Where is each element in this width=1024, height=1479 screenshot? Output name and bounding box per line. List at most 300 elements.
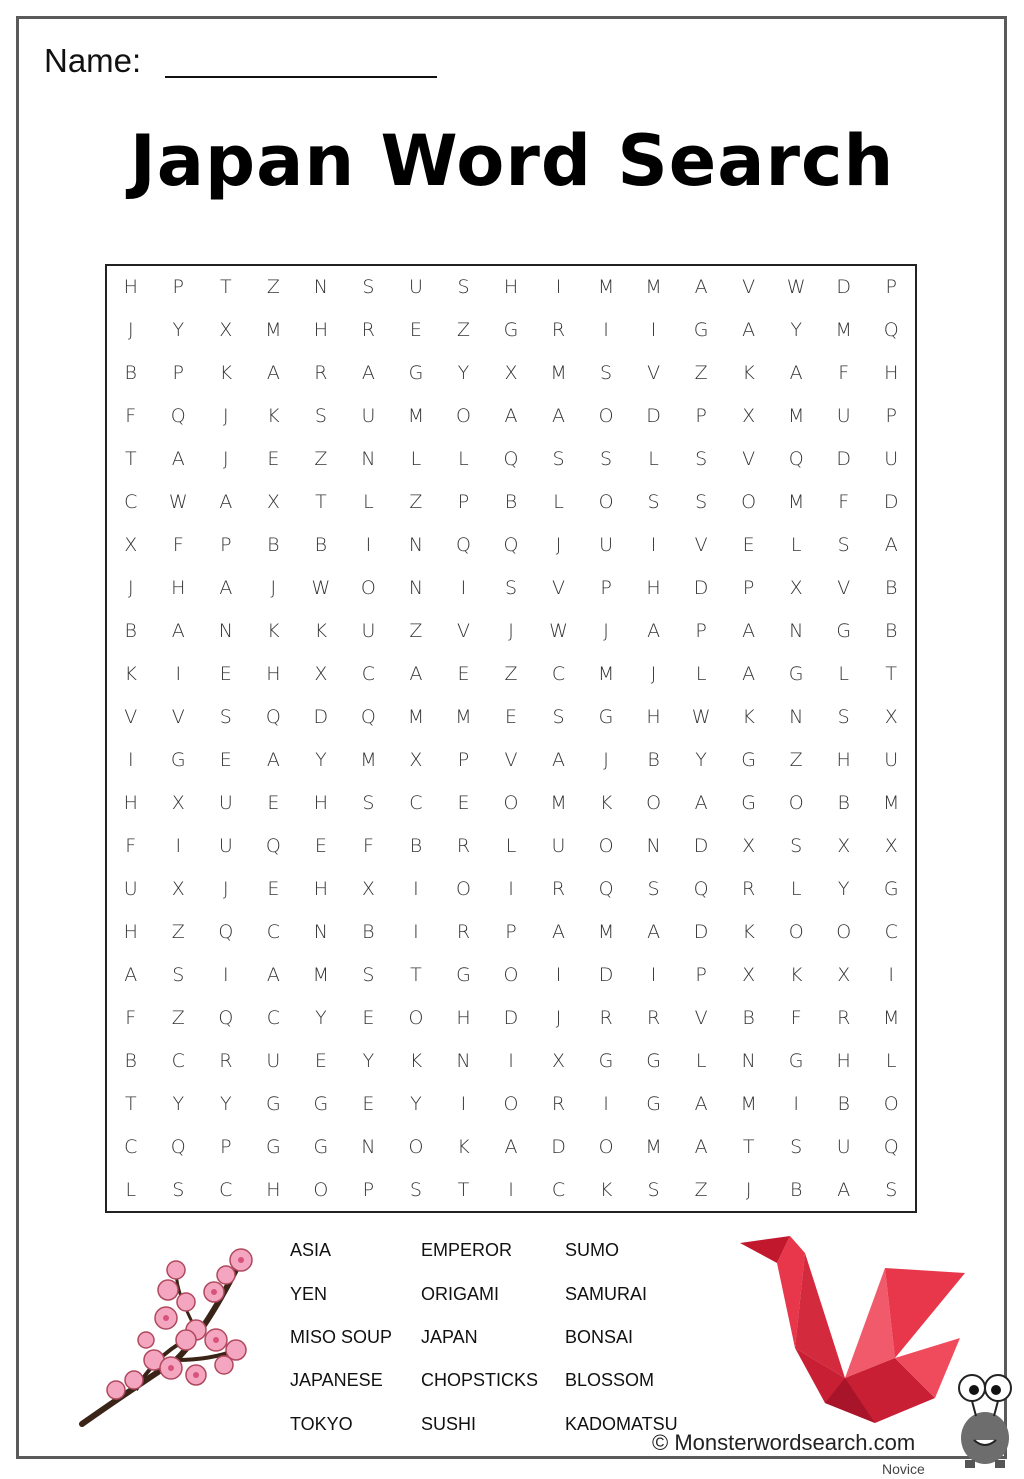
grid-letter[interactable]: Z xyxy=(409,491,423,514)
grid-letter[interactable]: O xyxy=(598,491,614,514)
grid-letter[interactable]: M xyxy=(883,791,900,814)
grid-letter[interactable]: A xyxy=(552,405,566,428)
grid-letter[interactable]: J xyxy=(127,577,134,600)
grid-letter[interactable]: V xyxy=(552,577,566,600)
grid-letter[interactable]: U xyxy=(884,448,899,471)
grid-letter[interactable]: Q xyxy=(503,534,519,557)
grid-letter[interactable]: U xyxy=(361,405,376,428)
grid-letter[interactable]: A xyxy=(171,620,185,643)
grid-letter[interactable]: B xyxy=(409,834,423,857)
grid-letter[interactable]: S xyxy=(314,405,327,428)
grid-letter[interactable]: J xyxy=(650,663,657,686)
grid-letter[interactable]: X xyxy=(742,963,756,986)
grid-letter[interactable]: G xyxy=(598,1049,614,1072)
grid-letter[interactable]: L xyxy=(410,448,422,471)
grid-letter[interactable]: X xyxy=(552,1049,566,1072)
grid-letter[interactable]: J xyxy=(127,319,134,342)
grid-letter[interactable]: U xyxy=(836,405,851,428)
grid-letter[interactable]: L xyxy=(363,491,374,514)
grid-letter[interactable]: S xyxy=(409,1178,422,1201)
grid-letter[interactable]: U xyxy=(218,834,233,857)
grid-letter[interactable]: P xyxy=(457,748,470,771)
grid-letter[interactable]: D xyxy=(598,963,614,986)
grid-letter[interactable]: Q xyxy=(883,319,899,342)
grid-letter[interactable]: A xyxy=(124,963,138,986)
grid-letter[interactable]: F xyxy=(362,834,374,857)
grid-letter[interactable]: A xyxy=(742,620,756,643)
grid-letter[interactable]: G xyxy=(693,319,709,342)
grid-letter[interactable]: W xyxy=(168,491,188,514)
grid-letter[interactable]: S xyxy=(552,448,565,471)
grid-letter[interactable]: N xyxy=(313,920,328,943)
grid-letter[interactable]: I xyxy=(460,1092,467,1115)
grid-letter[interactable]: A xyxy=(694,276,708,299)
grid-letter[interactable]: F xyxy=(838,491,850,514)
grid-letter[interactable]: M xyxy=(455,706,472,728)
grid-letter[interactable]: X xyxy=(361,877,375,900)
grid-letter[interactable]: C xyxy=(361,663,376,686)
grid-letter[interactable]: E xyxy=(314,1049,327,1072)
grid-letter[interactable]: I xyxy=(650,534,657,557)
grid-letter[interactable]: C xyxy=(266,920,280,943)
grid-letter[interactable]: T xyxy=(315,491,327,514)
grid-letter[interactable]: M xyxy=(312,963,330,986)
grid-letter[interactable]: G xyxy=(598,706,614,728)
grid-letter[interactable]: V xyxy=(124,706,138,728)
grid-letter[interactable]: X xyxy=(884,834,898,857)
grid-letter[interactable]: S xyxy=(504,577,518,600)
grid-letter[interactable]: J xyxy=(270,577,277,600)
grid-letter[interactable]: E xyxy=(742,534,755,557)
grid-letter[interactable]: O xyxy=(741,491,757,514)
grid-letter[interactable]: I xyxy=(413,920,419,943)
grid-letter[interactable]: U xyxy=(836,1135,851,1158)
grid-letter[interactable]: J xyxy=(508,620,514,643)
grid-letter[interactable]: H xyxy=(266,663,281,686)
grid-letter[interactable]: Q xyxy=(170,405,186,428)
grid-letter[interactable]: Z xyxy=(409,620,423,643)
grid-letter[interactable]: B xyxy=(837,1092,850,1115)
grid-letter[interactable]: S xyxy=(790,1135,803,1158)
grid-letter[interactable]: V xyxy=(742,448,756,471)
grid-letter[interactable]: F xyxy=(790,1006,802,1029)
grid-letter[interactable]: X xyxy=(837,834,851,857)
grid-letter[interactable]: I xyxy=(603,319,609,342)
grid-letter[interactable]: E xyxy=(267,877,280,900)
grid-letter[interactable]: L xyxy=(458,448,469,471)
grid-letter[interactable]: Y xyxy=(457,362,470,385)
grid-letter[interactable]: Y xyxy=(172,1092,185,1115)
grid-letter[interactable]: E xyxy=(362,1006,375,1029)
grid-letter[interactable]: C xyxy=(884,920,898,943)
grid-letter[interactable]: P xyxy=(885,405,897,428)
grid-letter[interactable]: A xyxy=(694,1135,708,1158)
grid-letter[interactable]: C xyxy=(124,491,138,514)
grid-letter[interactable]: N xyxy=(361,1135,376,1158)
grid-letter[interactable]: D xyxy=(313,706,329,728)
grid-letter[interactable]: F xyxy=(125,405,137,428)
grid-letter[interactable]: G xyxy=(408,362,424,385)
grid-letter[interactable]: K xyxy=(409,1049,423,1072)
grid-letter[interactable]: R xyxy=(456,834,471,857)
grid-letter[interactable]: S xyxy=(362,963,375,986)
grid-letter[interactable]: I xyxy=(508,877,514,900)
name-input-line[interactable] xyxy=(165,76,437,78)
grid-letter[interactable]: P xyxy=(695,963,707,986)
grid-letter[interactable]: M xyxy=(883,1006,900,1029)
grid-letter[interactable]: C xyxy=(266,1006,280,1029)
grid-letter[interactable]: S xyxy=(600,362,613,385)
grid-letter[interactable]: M xyxy=(360,748,377,771)
grid-letter[interactable]: I xyxy=(603,1092,609,1115)
grid-letter[interactable]: L xyxy=(838,663,849,686)
grid-letter[interactable]: I xyxy=(508,1049,514,1072)
grid-letter[interactable]: G xyxy=(741,748,756,771)
grid-letter[interactable]: E xyxy=(409,319,422,342)
grid-letter[interactable]: L xyxy=(553,491,564,514)
grid-letter[interactable]: X xyxy=(789,577,803,600)
grid-letter[interactable]: V xyxy=(837,577,851,600)
grid-letter[interactable]: G xyxy=(646,1092,661,1115)
grid-letter[interactable]: R xyxy=(837,1006,851,1029)
grid-letter[interactable]: A xyxy=(266,963,280,986)
grid-letter[interactable]: V xyxy=(647,362,661,385)
grid-letter[interactable]: G xyxy=(265,1135,281,1158)
grid-letter[interactable]: X xyxy=(171,877,185,900)
grid-letter[interactable]: A xyxy=(694,791,708,814)
grid-letter[interactable]: Y xyxy=(315,748,327,771)
grid-letter[interactable]: X xyxy=(124,534,138,557)
grid-letter[interactable]: I xyxy=(127,748,134,771)
grid-letter[interactable]: N xyxy=(789,620,804,643)
grid-letter[interactable]: S xyxy=(837,534,850,557)
grid-letter[interactable]: T xyxy=(124,1092,137,1115)
grid-letter[interactable]: L xyxy=(648,448,659,471)
grid-letter[interactable]: Q xyxy=(788,448,804,471)
grid-letter[interactable]: U xyxy=(218,791,233,814)
grid-letter[interactable]: H xyxy=(884,362,899,385)
grid-letter[interactable]: J xyxy=(603,620,609,643)
word-search-grid[interactable] xyxy=(107,266,915,1211)
grid-letter[interactable]: M xyxy=(550,791,567,814)
grid-letter[interactable]: L xyxy=(695,663,707,686)
grid-letter[interactable]: R xyxy=(551,319,566,342)
grid-letter[interactable]: K xyxy=(599,1178,613,1201)
grid-letter[interactable]: R xyxy=(361,319,375,342)
grid-letter[interactable]: K xyxy=(599,791,613,814)
grid-letter[interactable]: E xyxy=(267,448,280,471)
grid-letter[interactable]: M xyxy=(265,319,282,342)
grid-letter[interactable]: D xyxy=(883,491,899,514)
grid-letter[interactable]: I xyxy=(555,963,562,986)
grid-letter[interactable]: G xyxy=(741,791,756,814)
grid-letter[interactable]: B xyxy=(789,1178,803,1201)
grid-letter[interactable]: Q xyxy=(598,877,614,900)
grid-letter[interactable]: D xyxy=(503,1006,519,1029)
grid-letter[interactable]: X xyxy=(266,491,280,514)
grid-letter[interactable]: R xyxy=(742,877,756,900)
grid-letter[interactable]: X xyxy=(171,791,185,814)
grid-letter[interactable]: A xyxy=(552,748,566,771)
grid-letter[interactable]: I xyxy=(223,963,229,986)
grid-letter[interactable]: Y xyxy=(410,1092,422,1115)
grid-letter[interactable]: H xyxy=(456,1006,471,1029)
grid-letter[interactable]: E xyxy=(457,791,470,814)
grid-letter[interactable]: K xyxy=(219,362,233,385)
grid-letter[interactable]: Y xyxy=(172,319,185,342)
grid-letter[interactable]: K xyxy=(742,362,755,385)
grid-letter[interactable]: I xyxy=(175,663,182,686)
grid-letter[interactable]: Q xyxy=(218,1006,234,1029)
grid-letter[interactable]: Z xyxy=(266,276,280,299)
grid-letter[interactable]: S xyxy=(647,1178,660,1201)
grid-letter[interactable]: E xyxy=(457,663,470,686)
grid-letter[interactable]: Z xyxy=(694,362,708,385)
grid-letter[interactable]: J xyxy=(223,448,229,471)
grid-letter[interactable]: P xyxy=(362,1178,375,1201)
grid-letter[interactable]: D xyxy=(551,1135,566,1158)
grid-letter[interactable]: K xyxy=(267,620,280,643)
grid-letter[interactable]: X xyxy=(742,834,756,857)
grid-letter[interactable]: S xyxy=(647,877,660,900)
grid-letter[interactable]: S xyxy=(885,1178,898,1201)
grid-letter[interactable]: I xyxy=(793,1092,799,1115)
grid-letter[interactable]: D xyxy=(836,448,852,471)
grid-letter[interactable]: N xyxy=(408,534,424,557)
grid-letter[interactable]: O xyxy=(408,1006,424,1029)
grid-letter[interactable]: P xyxy=(600,577,612,600)
grid-letter[interactable]: P xyxy=(172,276,185,299)
grid-letter[interactable]: E xyxy=(314,834,327,857)
grid-letter[interactable]: O xyxy=(503,963,519,986)
grid-letter[interactable]: J xyxy=(223,877,229,900)
grid-letter[interactable]: X xyxy=(742,405,756,428)
grid-letter[interactable]: H xyxy=(266,1178,281,1201)
grid-letter[interactable]: R xyxy=(219,1049,233,1072)
grid-letter[interactable]: I xyxy=(460,577,467,600)
grid-letter[interactable]: X xyxy=(409,748,423,771)
grid-letter[interactable]: L xyxy=(790,877,802,900)
grid-letter[interactable]: C xyxy=(124,1135,138,1158)
grid-letter[interactable]: P xyxy=(457,491,470,514)
grid-letter[interactable]: S xyxy=(695,448,708,471)
grid-letter[interactable]: N xyxy=(313,276,328,299)
grid-letter[interactable]: O xyxy=(883,1092,899,1115)
grid-letter[interactable]: V xyxy=(694,534,708,557)
grid-letter[interactable]: G xyxy=(503,319,519,342)
grid-letter[interactable]: Y xyxy=(837,877,850,900)
grid-letter[interactable]: P xyxy=(695,405,707,428)
grid-letter[interactable]: Z xyxy=(504,663,518,686)
grid-letter[interactable]: G xyxy=(313,1135,329,1158)
grid-letter[interactable]: D xyxy=(836,276,852,299)
grid-letter[interactable]: C xyxy=(171,1049,185,1072)
grid-letter[interactable]: B xyxy=(124,362,137,385)
grid-letter[interactable]: A xyxy=(789,362,803,385)
grid-letter[interactable]: J xyxy=(745,1178,752,1201)
grid-letter[interactable]: K xyxy=(789,963,803,986)
grid-letter[interactable]: B xyxy=(267,534,280,557)
grid-letter[interactable]: S xyxy=(695,491,708,514)
grid-letter[interactable]: R xyxy=(551,877,566,900)
grid-letter[interactable]: B xyxy=(647,748,660,771)
grid-letter[interactable]: B xyxy=(314,534,328,557)
grid-letter[interactable]: V xyxy=(171,706,185,728)
grid-letter[interactable]: U xyxy=(123,877,138,900)
grid-letter[interactable]: I xyxy=(508,1178,514,1201)
grid-letter[interactable]: E xyxy=(267,791,280,814)
grid-letter[interactable]: F xyxy=(172,534,184,557)
grid-letter[interactable]: B xyxy=(885,577,898,600)
grid-letter[interactable]: S xyxy=(362,276,375,299)
grid-letter[interactable]: O xyxy=(836,920,852,943)
grid-letter[interactable]: Q xyxy=(218,920,234,943)
grid-letter[interactable]: U xyxy=(551,834,566,857)
grid-letter[interactable]: Z xyxy=(314,448,328,471)
grid-letter[interactable]: N xyxy=(646,834,661,857)
grid-letter[interactable]: O xyxy=(408,1135,424,1158)
grid-letter[interactable]: A xyxy=(504,1135,518,1158)
grid-letter[interactable]: M xyxy=(407,706,425,728)
grid-letter[interactable]: O xyxy=(788,920,804,943)
grid-letter[interactable]: M xyxy=(550,362,567,385)
grid-letter[interactable]: F xyxy=(125,834,137,857)
grid-letter[interactable]: N xyxy=(456,1049,471,1072)
grid-letter[interactable]: K xyxy=(314,620,328,643)
grid-letter[interactable]: G xyxy=(313,1092,329,1115)
grid-letter[interactable]: V xyxy=(694,1006,708,1029)
grid-letter[interactable]: Q xyxy=(883,1135,899,1158)
grid-letter[interactable]: Z xyxy=(171,920,185,943)
grid-letter[interactable]: L xyxy=(790,534,802,557)
grid-letter[interactable]: A xyxy=(742,663,756,686)
grid-letter[interactable]: A xyxy=(219,577,233,600)
grid-letter[interactable]: G xyxy=(265,1092,281,1115)
grid-letter[interactable]: V xyxy=(742,276,756,299)
grid-letter[interactable]: Q xyxy=(693,877,709,900)
grid-letter[interactable]: Q xyxy=(265,834,281,857)
grid-letter[interactable]: M xyxy=(787,491,805,514)
grid-letter[interactable]: Z xyxy=(694,1178,708,1201)
grid-letter[interactable]: Y xyxy=(315,1006,327,1029)
grid-letter[interactable]: L xyxy=(125,1178,137,1201)
grid-letter[interactable]: S xyxy=(172,963,185,986)
grid-letter[interactable]: Y xyxy=(220,1092,232,1115)
grid-letter[interactable]: R xyxy=(646,1006,661,1029)
grid-letter[interactable]: X xyxy=(314,663,328,686)
grid-letter[interactable]: G xyxy=(170,748,186,771)
grid-letter[interactable]: T xyxy=(742,1135,755,1158)
grid-letter[interactable]: S xyxy=(790,834,803,857)
grid-letter[interactable]: Q xyxy=(265,706,281,728)
grid-letter[interactable]: C xyxy=(219,1178,233,1201)
grid-letter[interactable]: B xyxy=(885,620,898,643)
grid-letter[interactable]: W xyxy=(691,706,711,728)
grid-letter[interactable]: I xyxy=(413,877,419,900)
grid-letter[interactable]: X xyxy=(837,963,851,986)
grid-letter[interactable]: C xyxy=(551,663,566,686)
grid-letter[interactable]: A xyxy=(647,620,661,643)
grid-letter[interactable]: W xyxy=(311,577,331,600)
grid-letter[interactable]: U xyxy=(361,620,376,643)
grid-letter[interactable]: A xyxy=(742,319,756,342)
grid-letter[interactable]: N xyxy=(741,1049,756,1072)
grid-letter[interactable]: M xyxy=(597,276,615,299)
grid-letter[interactable]: J xyxy=(555,1006,562,1029)
grid-letter[interactable]: A xyxy=(266,748,280,771)
grid-letter[interactable]: I xyxy=(175,834,182,857)
grid-letter[interactable]: E xyxy=(219,748,232,771)
grid-letter[interactable]: U xyxy=(884,748,899,771)
grid-letter[interactable]: K xyxy=(457,1135,470,1158)
grid-letter[interactable]: W xyxy=(786,276,806,299)
grid-letter[interactable]: L xyxy=(695,1049,707,1072)
grid-letter[interactable]: P xyxy=(505,920,517,943)
grid-letter[interactable]: H xyxy=(123,791,138,814)
grid-letter[interactable]: A xyxy=(884,534,898,557)
grid-letter[interactable]: P xyxy=(172,362,185,385)
grid-letter[interactable]: N xyxy=(361,448,376,471)
grid-letter[interactable]: H xyxy=(836,748,851,771)
grid-letter[interactable]: Q xyxy=(503,448,519,471)
grid-letter[interactable]: B xyxy=(124,1049,137,1072)
grid-letter[interactable]: F xyxy=(838,362,850,385)
grid-letter[interactable]: B xyxy=(362,920,375,943)
grid-letter[interactable]: Y xyxy=(790,319,802,342)
grid-letter[interactable]: R xyxy=(456,920,471,943)
grid-letter[interactable]: U xyxy=(408,276,423,299)
grid-letter[interactable]: T xyxy=(457,1178,470,1201)
grid-letter[interactable]: H xyxy=(646,706,661,728)
grid-letter[interactable]: J xyxy=(555,534,562,557)
grid-letter[interactable]: E xyxy=(504,706,517,728)
grid-letter[interactable]: N xyxy=(789,706,804,728)
grid-letter[interactable]: G xyxy=(456,963,471,986)
grid-letter[interactable]: O xyxy=(455,405,471,428)
grid-letter[interactable]: O xyxy=(503,1092,519,1115)
grid-letter[interactable]: O xyxy=(503,791,519,814)
grid-letter[interactable]: G xyxy=(883,877,899,900)
grid-letter[interactable]: I xyxy=(555,276,562,299)
grid-letter[interactable]: M xyxy=(835,319,852,342)
grid-letter[interactable]: J xyxy=(223,405,229,428)
grid-letter[interactable]: Q xyxy=(170,1135,186,1158)
grid-letter[interactable]: A xyxy=(837,1178,851,1201)
grid-letter[interactable]: Y xyxy=(362,1049,375,1072)
grid-letter[interactable]: E xyxy=(219,663,232,686)
grid-letter[interactable]: P xyxy=(742,577,755,600)
grid-letter[interactable]: U xyxy=(266,1049,281,1072)
grid-letter[interactable]: P xyxy=(695,620,707,643)
grid-letter[interactable]: H xyxy=(171,577,186,600)
grid-letter[interactable]: O xyxy=(598,405,614,428)
grid-letter[interactable]: W xyxy=(549,620,568,643)
grid-letter[interactable]: R xyxy=(551,1092,566,1115)
grid-letter[interactable]: S xyxy=(457,276,470,299)
grid-letter[interactable]: A xyxy=(647,920,661,943)
grid-letter[interactable]: I xyxy=(650,319,657,342)
grid-letter[interactable]: R xyxy=(599,1006,613,1029)
grid-letter[interactable]: Z xyxy=(456,319,470,342)
grid-letter[interactable]: X xyxy=(884,706,898,728)
grid-letter[interactable]: T xyxy=(410,963,422,986)
grid-letter[interactable]: K xyxy=(742,706,755,728)
grid-letter[interactable]: P xyxy=(220,1135,232,1158)
grid-letter[interactable]: B xyxy=(124,620,137,643)
grid-letter[interactable]: Y xyxy=(695,748,707,771)
grid-letter[interactable]: Q xyxy=(455,534,471,557)
grid-letter[interactable]: R xyxy=(314,362,328,385)
